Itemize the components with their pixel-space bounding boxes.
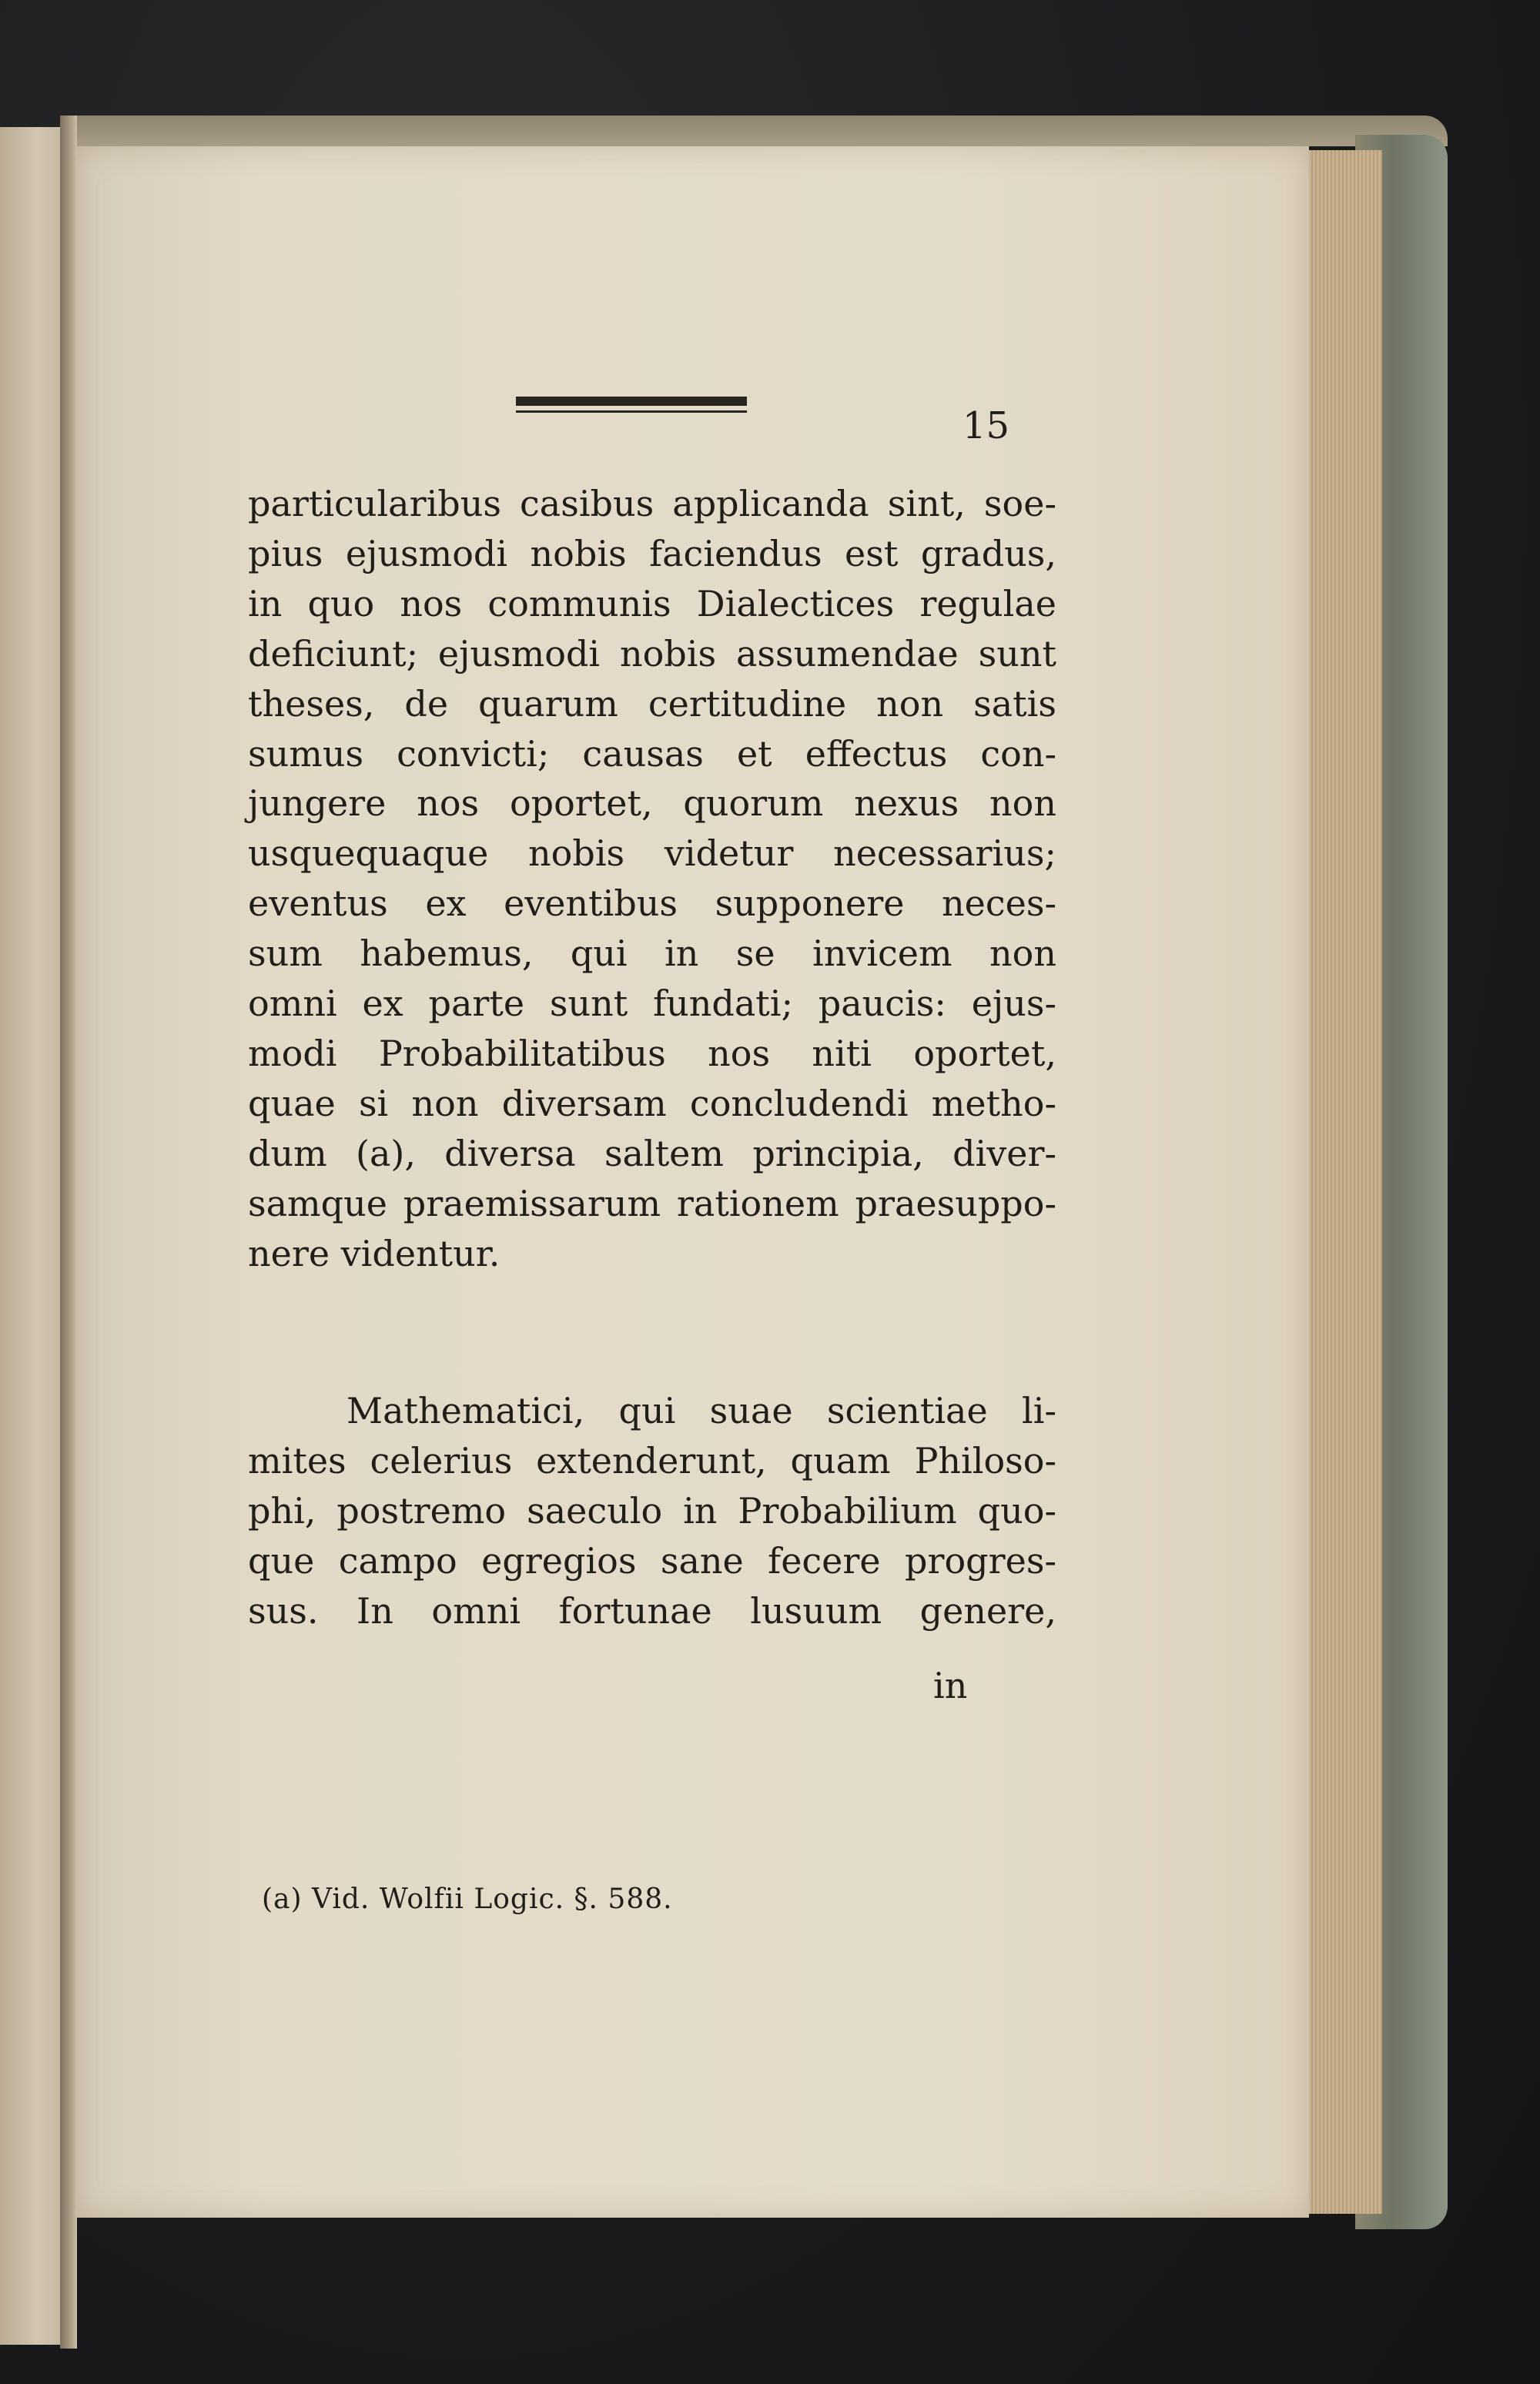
text-line: particularibus casibus applicanda sint, soe- — [248, 483, 1056, 524]
paragraph-2 — [248, 1386, 1056, 1636]
page-edges — [1301, 150, 1382, 2214]
footnote: (a) Vid. Wolfii Logic. §. 588. — [262, 1883, 673, 1915]
left-page-edge — [0, 127, 62, 2345]
text-line: que campo egregios sane fecere progres- — [248, 1539, 1056, 1582]
text-line: modi Probabilitatibus nos niti oportet, — [248, 1032, 1056, 1074]
text-line: usquequaque nobis videtur necessarius; — [248, 832, 1056, 875]
text-line: deficiunt; ejusmodi nobis assumendae sunt — [248, 632, 1056, 675]
text-line: theses, de quarum certitudine non satis — [248, 682, 1056, 725]
text-line: pius ejusmodi nobis faciendus est gradus, — [248, 532, 1056, 574]
text-line: sum habemus, qui in se invicem non — [248, 933, 1056, 975]
text-line: sus. In omni fortunae lusuum genere, — [248, 1589, 1056, 1632]
text-line: sumus convicti; causas et effectus con- — [248, 732, 1056, 775]
text-line: Mathematici, qui suae scientiae li- — [346, 1390, 1056, 1431]
text-line: samque praemissarum rationem praesuppo- — [248, 1182, 1056, 1224]
text-line: eventus ex eventibus supponere neces- — [248, 882, 1056, 925]
book-gutter — [60, 116, 77, 2349]
paragraph-1 — [248, 479, 1056, 1279]
text-line: mites celerius extenderunt, quam Philoso- — [248, 1439, 1056, 1482]
text-line: dum (a), diversa saltem principia, diver- — [248, 1132, 1056, 1174]
text-line: nere videntur. — [248, 1232, 500, 1274]
text-line: jungere nos oportet, quorum nexus non — [248, 782, 1056, 825]
header-rule — [516, 397, 747, 406]
catchword: in — [933, 1665, 968, 1706]
page-number: 15 — [962, 404, 1010, 447]
text-line: phi, postremo saeculo in Probabilium quo- — [248, 1489, 1056, 1532]
text-line: quae si non diversam concludendi metho- — [248, 1082, 1056, 1124]
text-line: in quo nos communis Dialectices regulae — [248, 582, 1056, 624]
text-line: omni ex parte sunt fundati; paucis: ejus- — [248, 983, 1056, 1025]
book-cover-top — [77, 116, 1448, 146]
